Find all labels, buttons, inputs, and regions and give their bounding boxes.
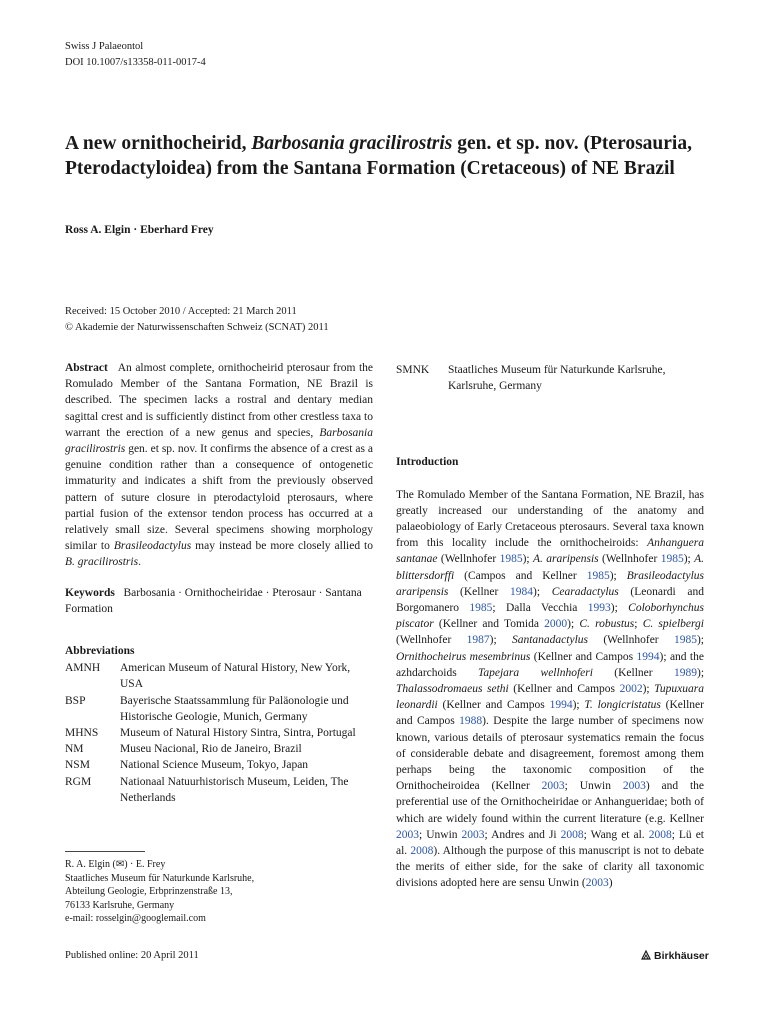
intro-taxon: Tapejara wellnhoferi xyxy=(478,666,593,679)
intro-text: ); xyxy=(683,553,695,566)
abbreviation-row xyxy=(65,741,373,757)
intro-taxon: A. blittersdorffi xyxy=(396,553,704,582)
intro-text: (Wellnhofer xyxy=(598,553,661,566)
copyright: © Akademie der Naturwissenschaften Schweiz (SCNAT) 2011 xyxy=(65,322,329,333)
intro-taxon: Santanadactylus xyxy=(511,634,589,647)
intro-text: (Kellner and Campos xyxy=(530,650,637,663)
introduction-heading: Introduction xyxy=(396,456,459,469)
abbreviation-row-smnk xyxy=(396,362,704,394)
intro-text: ); xyxy=(609,569,627,582)
citation-link[interactable]: 1994 xyxy=(549,699,573,712)
abbreviation-key: SMNK xyxy=(396,364,430,376)
abbreviation-value: Museum of Natural History Sintra, Sintra, Portugal xyxy=(120,727,356,740)
intro-text: (Kellner and Campos xyxy=(437,699,550,712)
intro-text: ); xyxy=(696,666,705,679)
affiliation-authors: R. A. Elgin (✉) · E. Frey xyxy=(65,859,166,870)
intro-taxon: Ornithocheirus mesembrinus xyxy=(396,650,531,663)
affiliation xyxy=(65,858,375,926)
intro-text: (Kellner xyxy=(592,666,674,679)
abbreviation-row xyxy=(65,693,373,725)
abbreviation-value: Nationaal Natuurhistorisch Museum, Leiden, The Netherlands xyxy=(120,775,349,804)
title-species: Barbosania gracilirostris xyxy=(251,133,453,154)
intro-text: ) xyxy=(608,877,613,890)
intro-taxon: C. robustus xyxy=(579,618,635,631)
intro-text: ; Dalla Vecchia xyxy=(492,602,588,615)
abbreviation-value: Bayerische Staatssammlung für Paläonologie und Historische Geologie, Munich, Germany xyxy=(120,694,349,723)
introduction-paragraph xyxy=(396,487,704,892)
journal-header xyxy=(65,39,206,71)
footnote-divider xyxy=(65,851,145,852)
intro-taxon: Brasileodactylus araripensis xyxy=(396,569,704,598)
citation-link[interactable]: 2003 xyxy=(396,828,419,841)
affiliation-email[interactable]: e-mail: rosselgin@googlemail.com xyxy=(65,913,206,925)
abbreviation-value: Staatliches Museum für Naturkunde Karlsruhe, Karlsruhe, Germany xyxy=(448,364,666,393)
citation-link[interactable]: 2003 xyxy=(461,828,485,841)
citation-link[interactable]: 1985 xyxy=(499,553,523,566)
citation-link[interactable]: 2008 xyxy=(560,828,584,841)
article-title xyxy=(65,132,715,181)
publisher xyxy=(641,950,709,962)
abbreviations-list xyxy=(65,660,373,806)
intro-text: ); xyxy=(642,683,655,696)
intro-taxon: Anhanguera santanae xyxy=(396,537,704,566)
citation-link[interactable]: 1987 xyxy=(466,634,490,647)
intro-text: ); xyxy=(567,618,580,631)
authors: Ross A. Elgin · Eberhard Frey xyxy=(65,224,214,236)
intro-text: (Leonardi and Borgomanero xyxy=(396,585,704,615)
intro-text: ); xyxy=(522,553,533,566)
abbreviation-value: American Museum of Natural History, New York, USA xyxy=(120,662,351,691)
intro-taxon: Cearadactylus xyxy=(551,585,619,598)
intro-text: ); xyxy=(572,699,585,712)
citation-link[interactable]: 2008 xyxy=(648,828,672,841)
abstract-italic-b: Brasileodactylus xyxy=(113,540,192,553)
intro-taxon: Coloborhynchus piscator xyxy=(396,602,704,631)
intro-text: ; xyxy=(634,618,643,631)
intro-text: ) and the preferential use of the Ornithocheiridae or Anhangueridae; both of which are widely found within the current literature (e.g. Kellner xyxy=(396,780,705,825)
keywords-text: Barbosania · Ornithocheiridae · Pterosaur · Santana Formation xyxy=(65,586,362,615)
abbreviations xyxy=(65,643,373,806)
citation-link[interactable]: 2003 xyxy=(622,780,646,793)
citation-link[interactable]: 1988 xyxy=(459,715,483,728)
doi: DOI 10.1007/s13358-011-0017-4 xyxy=(65,57,206,68)
abbreviation-value: National Science Museum, Tokyo, Japan xyxy=(120,759,309,772)
citation-link[interactable]: 1994 xyxy=(636,650,660,663)
intro-text: ; Unwin xyxy=(564,780,623,793)
intro-text: ; Wang et al. xyxy=(583,828,649,841)
birkhauser-logo-icon xyxy=(641,950,651,960)
affiliation-institution: Staatliches Museum für Naturkunde Karlsruhe, xyxy=(65,872,255,884)
received-accepted: Received: 15 October 2010 / Accepted: 21 March 2011 xyxy=(65,306,297,317)
affiliation-department: Abteilung Geologie, Erbprinzenstraße 13, xyxy=(65,886,233,898)
citation-link[interactable]: 2000 xyxy=(544,618,568,631)
intro-taxon: Tupuxuara leonardii xyxy=(396,683,704,712)
intro-text: ); xyxy=(696,634,704,647)
citation-link[interactable]: 2002 xyxy=(619,683,643,696)
dates-block xyxy=(65,304,329,336)
title-part-3: gen. et sp. nov. (Pterosauria, Pterodactyloidea) from the Santana Formation (Cretaceous) of NE Brazil xyxy=(65,133,692,179)
publisher-name: Birkhäuser xyxy=(654,950,709,962)
intro-text: (Kellner and Campos xyxy=(396,699,704,728)
intro-text: (Kellner and Campos xyxy=(508,683,620,696)
intro-text: (Campos and Kellner xyxy=(454,569,587,582)
abstract xyxy=(65,360,373,571)
citation-link[interactable]: 2003 xyxy=(541,780,565,793)
intro-text: ; Lü et al. xyxy=(396,828,704,858)
abbreviation-key: BSP xyxy=(65,694,86,707)
citation-link[interactable]: 1985 xyxy=(469,602,493,615)
abbreviations-heading: Abbreviations xyxy=(65,645,135,658)
abstract-text-b: gen. et sp. nov. It confirms the absence of a crest as a genuine condition rather than a consequence of ontogenetic immaturity and indicates a shift from the previously observed pattern of suture closure in pterodactyloid pterosaurs, where partial fusion of the extensor tendon process has occurred at a relatively small size. Several specimens showing morphology similar to xyxy=(65,443,373,553)
published-online: Published online: 20 April 2011 xyxy=(65,950,199,961)
intro-text: ); xyxy=(489,634,512,647)
affiliation-city: 76133 Karlsruhe, Germany xyxy=(65,899,175,911)
intro-taxon: Thalassodromaeus sethi xyxy=(396,683,509,696)
journal-name: Swiss J Palaeontol xyxy=(65,41,144,52)
intro-taxon: C. spielbergi xyxy=(642,618,704,631)
keywords-label: Keywords xyxy=(65,586,115,599)
intro-taxon: A. araripensis xyxy=(532,553,599,566)
abbreviation-key: AMNH xyxy=(65,662,101,675)
abbreviation-row xyxy=(65,774,373,806)
intro-text: (Kellner and Tomida xyxy=(433,618,545,631)
abbreviation-value: Museu Nacional, Rio de Janeiro, Brazil xyxy=(120,743,302,756)
abbreviation-key: MHNS xyxy=(65,727,99,740)
intro-taxon: T. longicristatus xyxy=(584,699,661,712)
intro-text: ); and the azhdarchoids xyxy=(396,650,704,679)
abbreviation-row xyxy=(65,660,373,692)
intro-text: ; Andres and Ji xyxy=(484,828,561,841)
intro-text: ); xyxy=(610,602,629,615)
intro-text: ). Although the purpose of this manuscript is not to debate the merits of either side, for the sake of clarity all taxonomic divisions adopted here are sensu Unwin ( xyxy=(396,845,704,890)
abbreviation-row xyxy=(65,725,373,741)
intro-text: (Wellnhofer xyxy=(437,553,500,566)
intro-text: ; Unwin xyxy=(419,828,462,841)
left-column xyxy=(65,360,373,806)
title-part-1: A new ornithocheirid, xyxy=(65,133,252,154)
abstract-text-c: may instead be more closely allied to xyxy=(191,540,374,553)
abbreviation-key: NM xyxy=(65,743,84,756)
intro-text: (Wellnhofer xyxy=(396,634,467,647)
citation-link[interactable]: 1989 xyxy=(673,666,697,679)
citation-link[interactable]: 2008 xyxy=(410,845,434,858)
citation-link[interactable]: 1993 xyxy=(587,602,611,615)
intro-text: ). Despite the large number of specimens now known, various details of pterosaur systematics remain the focus of considerable debate and disagreement, foremost among them perhaps being the taxonomic composition of the Ornithocheiroidea (Kellner xyxy=(396,715,704,793)
citation-link[interactable]: 1984 xyxy=(510,585,534,598)
citation-link[interactable]: 1985 xyxy=(586,569,610,582)
intro-text: (Kellner xyxy=(448,585,511,598)
intro-text: ); xyxy=(533,585,552,598)
abstract-text-a: An almost complete, ornithocheirid pterosaur from the Romulado Member of the Santana Formation, NE Brazil is described. The specimen lacks a rostral and dentary median sagittal crest and is sufficiently distinct from other crestless taxa to warrant the erection of a new genus and species, xyxy=(65,362,373,439)
abbreviation-row xyxy=(65,757,373,773)
abstract-italic-c: B. gracilirostris xyxy=(65,556,139,569)
abstract-italic-a: Barbosania gracilirostris xyxy=(65,426,373,456)
intro-text: (Wellnhofer xyxy=(588,634,674,647)
citation-link[interactable]: 1985 xyxy=(660,553,684,566)
abbreviation-key: RGM xyxy=(65,775,92,788)
abbreviation-key: NSM xyxy=(65,759,90,772)
citation-link[interactable]: 2003 xyxy=(585,877,609,890)
abstract-label: Abstract xyxy=(65,362,108,374)
intro-text: The Romulado Member of the Santana Formation, NE Brazil, has greatly increased our understanding of the anatomy and palaeobiology of Early Cretaceous pterosaurs. Several taxa known from this locality include the ornithocheiroids: xyxy=(396,488,704,550)
keywords xyxy=(65,585,373,617)
abstract-text-d: . xyxy=(138,556,141,569)
right-column xyxy=(396,362,704,892)
citation-link[interactable]: 1985 xyxy=(673,634,697,647)
